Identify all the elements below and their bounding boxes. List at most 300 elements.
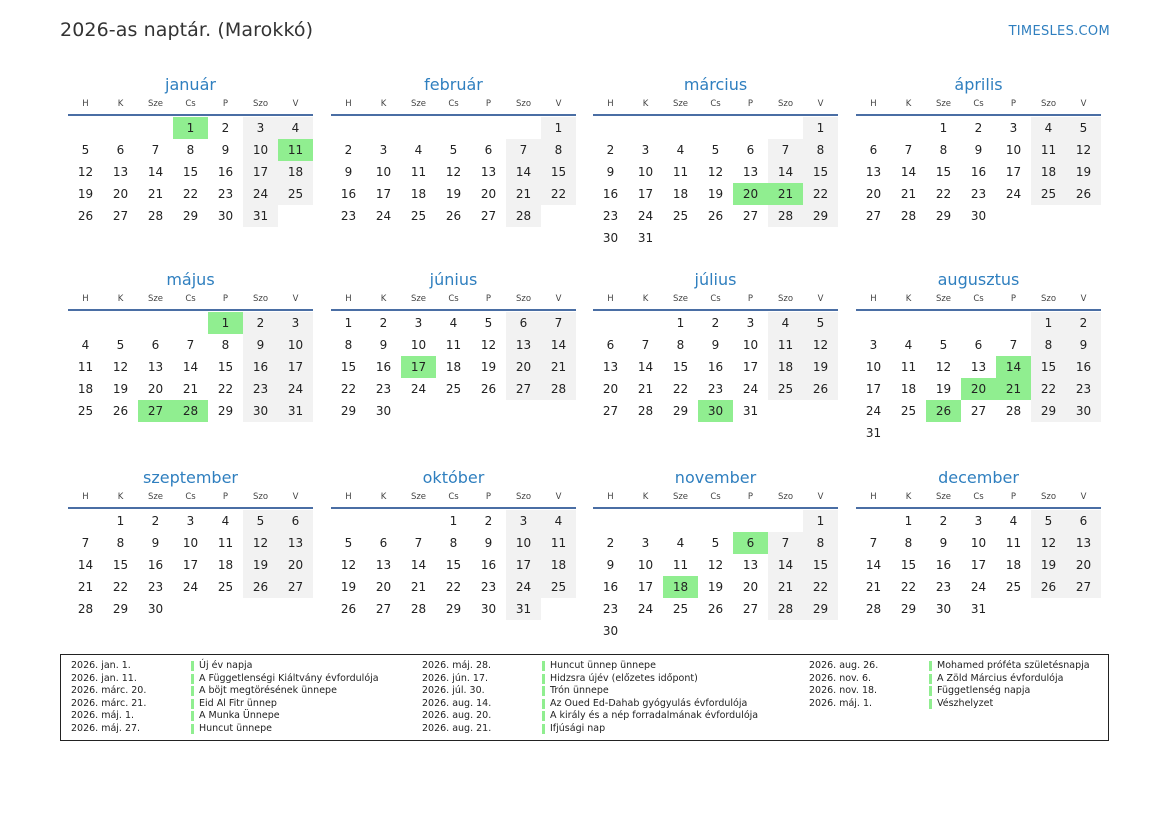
day-cell[interactable]: 8 <box>541 139 576 161</box>
day-cell[interactable]: 26 <box>77 209 94 223</box>
day-cell[interactable]: 16 <box>243 356 278 378</box>
day-cell[interactable]: 29 <box>217 404 234 418</box>
day-cell[interactable]: 14 <box>506 161 541 183</box>
day-cell[interactable]: 22 <box>900 580 917 594</box>
day-cell[interactable]: 15 <box>803 554 838 576</box>
day-cell[interactable]: 24 <box>865 404 882 418</box>
day-cell[interactable]: 30 <box>243 400 278 422</box>
day-cell[interactable]: 21 <box>900 187 917 201</box>
day-cell[interactable]: 5 <box>116 338 125 352</box>
day-cell[interactable]: 30 <box>970 209 987 223</box>
day-cell[interactable]: 22 <box>935 187 952 201</box>
day-cell[interactable]: 30 <box>602 231 619 245</box>
day-cell[interactable]: 27 <box>865 209 882 223</box>
day-cell[interactable]: 26 <box>243 576 278 598</box>
day-cell[interactable]: 6 <box>1066 510 1101 532</box>
day-cell[interactable]: 2 <box>243 312 278 334</box>
day-cell[interactable]: 9 <box>939 536 948 550</box>
day-cell[interactable]: 11 <box>768 334 803 356</box>
day-cell[interactable]: 24 <box>970 580 987 594</box>
day-cell[interactable]: 15 <box>935 165 952 179</box>
day-cell[interactable]: 26 <box>707 209 724 223</box>
day-cell[interactable]: 25 <box>900 404 917 418</box>
day-cell[interactable]: 5 <box>1031 510 1066 532</box>
day-cell[interactable]: 5 <box>344 536 353 550</box>
day-cell[interactable]: 10 <box>637 558 654 572</box>
day-cell[interactable]: 6 <box>151 338 160 352</box>
day-cell[interactable]: 23 <box>375 382 392 396</box>
day-cell[interactable]: 17 <box>182 558 199 572</box>
holiday-day-cell[interactable]: 1 <box>173 117 208 139</box>
holiday-day-cell[interactable]: 6 <box>733 532 768 554</box>
day-cell[interactable]: 9 <box>711 338 720 352</box>
day-cell[interactable]: 10 <box>970 536 987 550</box>
day-cell[interactable]: 15 <box>1031 356 1066 378</box>
day-cell[interactable]: 13 <box>375 558 392 572</box>
day-cell[interactable]: 14 <box>182 360 199 374</box>
day-cell[interactable]: 2 <box>1066 312 1101 334</box>
day-cell[interactable]: 5 <box>449 143 458 157</box>
day-cell[interactable]: 15 <box>112 558 129 572</box>
day-cell[interactable]: 11 <box>77 360 94 374</box>
day-cell[interactable]: 2 <box>221 121 230 135</box>
day-cell[interactable]: 2 <box>484 514 493 528</box>
day-cell[interactable]: 15 <box>803 161 838 183</box>
day-cell[interactable]: 6 <box>379 536 388 550</box>
day-cell[interactable]: 14 <box>900 165 917 179</box>
day-cell[interactable]: 28 <box>77 602 94 616</box>
day-cell[interactable]: 15 <box>900 558 917 572</box>
day-cell[interactable]: 29 <box>112 602 129 616</box>
day-cell[interactable]: 28 <box>900 209 917 223</box>
day-cell[interactable]: 27 <box>742 602 759 616</box>
day-cell[interactable]: 26 <box>445 209 462 223</box>
day-cell[interactable]: 4 <box>414 143 423 157</box>
day-cell[interactable]: 11 <box>672 558 689 572</box>
day-cell[interactable]: 10 <box>410 338 427 352</box>
day-cell[interactable]: 4 <box>541 510 576 532</box>
day-cell[interactable]: 29 <box>445 602 462 616</box>
day-cell[interactable]: 10 <box>865 360 882 374</box>
day-cell[interactable]: 23 <box>1066 378 1101 400</box>
day-cell[interactable]: 1 <box>344 316 353 330</box>
holiday-day-cell[interactable]: 11 <box>278 139 313 161</box>
day-cell[interactable]: 4 <box>278 117 313 139</box>
day-cell[interactable]: 13 <box>1066 532 1101 554</box>
day-cell[interactable]: 3 <box>1009 121 1018 135</box>
day-cell[interactable]: 13 <box>865 165 882 179</box>
day-cell[interactable]: 6 <box>484 143 493 157</box>
day-cell[interactable]: 11 <box>1005 536 1022 550</box>
day-cell[interactable]: 23 <box>243 378 278 400</box>
day-cell[interactable]: 31 <box>637 231 654 245</box>
day-cell[interactable]: 6 <box>506 312 541 334</box>
day-cell[interactable]: 12 <box>340 558 357 572</box>
day-cell[interactable]: 9 <box>151 536 160 550</box>
day-cell[interactable]: 31 <box>742 404 759 418</box>
day-cell[interactable]: 11 <box>672 165 689 179</box>
day-cell[interactable]: 1 <box>676 316 685 330</box>
day-cell[interactable]: 27 <box>112 209 129 223</box>
day-cell[interactable]: 18 <box>1005 558 1022 572</box>
day-cell[interactable]: 19 <box>707 187 724 201</box>
day-cell[interactable]: 21 <box>410 580 427 594</box>
day-cell[interactable]: 15 <box>541 161 576 183</box>
day-cell[interactable]: 8 <box>803 532 838 554</box>
day-cell[interactable]: 4 <box>81 338 90 352</box>
day-cell[interactable]: 19 <box>243 554 278 576</box>
day-cell[interactable]: 3 <box>186 514 195 528</box>
day-cell[interactable]: 12 <box>480 338 497 352</box>
day-cell[interactable]: 20 <box>375 580 392 594</box>
day-cell[interactable]: 7 <box>186 338 195 352</box>
day-cell[interactable]: 29 <box>182 209 199 223</box>
day-cell[interactable]: 23 <box>935 580 952 594</box>
day-cell[interactable]: 9 <box>344 165 353 179</box>
day-cell[interactable]: 26 <box>1031 576 1066 598</box>
day-cell[interactable]: 31 <box>970 602 987 616</box>
day-cell[interactable]: 24 <box>506 576 541 598</box>
day-cell[interactable]: 25 <box>1031 183 1066 205</box>
day-cell[interactable]: 17 <box>637 187 654 201</box>
day-cell[interactable]: 29 <box>803 205 838 227</box>
day-cell[interactable]: 12 <box>1031 532 1066 554</box>
day-cell[interactable]: 1 <box>1031 312 1066 334</box>
day-cell[interactable]: 15 <box>182 165 199 179</box>
day-cell[interactable]: 10 <box>243 139 278 161</box>
day-cell[interactable]: 12 <box>445 165 462 179</box>
day-cell[interactable]: 8 <box>676 338 685 352</box>
day-cell[interactable]: 22 <box>445 580 462 594</box>
day-cell[interactable]: 29 <box>672 404 689 418</box>
day-cell[interactable]: 22 <box>541 183 576 205</box>
day-cell[interactable]: 19 <box>480 360 497 374</box>
day-cell[interactable]: 25 <box>217 580 234 594</box>
holiday-day-cell[interactable]: 27 <box>138 400 173 422</box>
day-cell[interactable]: 22 <box>672 382 689 396</box>
day-cell[interactable]: 13 <box>970 360 987 374</box>
day-cell[interactable]: 20 <box>742 580 759 594</box>
day-cell[interactable]: 31 <box>506 598 541 620</box>
day-cell[interactable]: 14 <box>768 554 803 576</box>
day-cell[interactable]: 12 <box>77 165 94 179</box>
day-cell[interactable]: 6 <box>278 510 313 532</box>
day-cell[interactable]: 16 <box>935 558 952 572</box>
day-cell[interactable]: 20 <box>506 356 541 378</box>
day-cell[interactable]: 8 <box>186 143 195 157</box>
day-cell[interactable]: 4 <box>904 338 913 352</box>
day-cell[interactable]: 18 <box>77 382 94 396</box>
day-cell[interactable]: 13 <box>147 360 164 374</box>
day-cell[interactable]: 21 <box>77 580 94 594</box>
day-cell[interactable]: 3 <box>243 117 278 139</box>
day-cell[interactable]: 19 <box>445 187 462 201</box>
day-cell[interactable]: 13 <box>742 165 759 179</box>
day-cell[interactable]: 20 <box>147 382 164 396</box>
day-cell[interactable]: 2 <box>939 514 948 528</box>
day-cell[interactable]: 22 <box>112 580 129 594</box>
day-cell[interactable]: 8 <box>803 139 838 161</box>
day-cell[interactable]: 7 <box>1009 338 1018 352</box>
brand-link[interactable]: TIMESLES.COM <box>1008 24 1110 39</box>
day-cell[interactable]: 24 <box>278 378 313 400</box>
holiday-day-cell[interactable]: 18 <box>663 576 698 598</box>
day-cell[interactable]: 11 <box>541 532 576 554</box>
day-cell[interactable]: 5 <box>711 536 720 550</box>
day-cell[interactable]: 28 <box>410 602 427 616</box>
day-cell[interactable]: 3 <box>506 510 541 532</box>
holiday-day-cell[interactable]: 14 <box>996 356 1031 378</box>
day-cell[interactable]: 26 <box>112 404 129 418</box>
day-cell[interactable]: 5 <box>1066 117 1101 139</box>
day-cell[interactable]: 22 <box>803 183 838 205</box>
day-cell[interactable]: 21 <box>147 187 164 201</box>
day-cell[interactable]: 31 <box>278 400 313 422</box>
day-cell[interactable]: 22 <box>182 187 199 201</box>
day-cell[interactable]: 26 <box>707 602 724 616</box>
day-cell[interactable]: 25 <box>77 404 94 418</box>
day-cell[interactable]: 31 <box>865 426 882 440</box>
day-cell[interactable]: 23 <box>970 187 987 201</box>
day-cell[interactable]: 14 <box>768 161 803 183</box>
day-cell[interactable]: 10 <box>1005 143 1022 157</box>
day-cell[interactable]: 1 <box>904 514 913 528</box>
day-cell[interactable]: 24 <box>1005 187 1022 201</box>
day-cell[interactable]: 3 <box>974 514 983 528</box>
day-cell[interactable]: 8 <box>449 536 458 550</box>
holiday-day-cell[interactable]: 30 <box>698 400 733 422</box>
day-cell[interactable]: 14 <box>865 558 882 572</box>
day-cell[interactable]: 8 <box>904 536 913 550</box>
day-cell[interactable]: 10 <box>742 338 759 352</box>
day-cell[interactable]: 1 <box>939 121 948 135</box>
day-cell[interactable]: 4 <box>449 316 458 330</box>
day-cell[interactable]: 12 <box>803 334 838 356</box>
holiday-day-cell[interactable]: 21 <box>996 378 1031 400</box>
day-cell[interactable]: 7 <box>151 143 160 157</box>
day-cell[interactable]: 9 <box>1066 334 1101 356</box>
day-cell[interactable]: 25 <box>410 209 427 223</box>
day-cell[interactable]: 28 <box>865 602 882 616</box>
day-cell[interactable]: 10 <box>375 165 392 179</box>
day-cell[interactable]: 17 <box>506 554 541 576</box>
day-cell[interactable]: 26 <box>1066 183 1101 205</box>
day-cell[interactable]: 16 <box>375 360 392 374</box>
day-cell[interactable]: 25 <box>445 382 462 396</box>
day-cell[interactable]: 23 <box>480 580 497 594</box>
day-cell[interactable]: 14 <box>77 558 94 572</box>
day-cell[interactable]: 6 <box>606 338 615 352</box>
day-cell[interactable]: 30 <box>602 624 619 638</box>
day-cell[interactable]: 7 <box>506 139 541 161</box>
day-cell[interactable]: 8 <box>344 338 353 352</box>
day-cell[interactable]: 12 <box>935 360 952 374</box>
day-cell[interactable]: 17 <box>865 382 882 396</box>
day-cell[interactable]: 25 <box>672 209 689 223</box>
day-cell[interactable]: 3 <box>641 536 650 550</box>
day-cell[interactable]: 19 <box>935 382 952 396</box>
day-cell[interactable]: 11 <box>410 165 427 179</box>
day-cell[interactable]: 24 <box>182 580 199 594</box>
day-cell[interactable]: 10 <box>637 165 654 179</box>
day-cell[interactable]: 14 <box>410 558 427 572</box>
day-cell[interactable]: 17 <box>278 356 313 378</box>
day-cell[interactable]: 18 <box>768 356 803 378</box>
day-cell[interactable]: 16 <box>970 165 987 179</box>
day-cell[interactable]: 2 <box>711 316 720 330</box>
day-cell[interactable]: 28 <box>1005 404 1022 418</box>
day-cell[interactable]: 3 <box>278 312 313 334</box>
day-cell[interactable]: 30 <box>935 602 952 616</box>
day-cell[interactable]: 2 <box>344 143 353 157</box>
day-cell[interactable]: 28 <box>768 205 803 227</box>
day-cell[interactable]: 8 <box>1031 334 1066 356</box>
day-cell[interactable]: 1 <box>449 514 458 528</box>
day-cell[interactable]: 18 <box>278 161 313 183</box>
day-cell[interactable]: 16 <box>480 558 497 572</box>
day-cell[interactable]: 22 <box>803 576 838 598</box>
day-cell[interactable]: 5 <box>939 338 948 352</box>
day-cell[interactable]: 7 <box>641 338 650 352</box>
day-cell[interactable]: 27 <box>1066 576 1101 598</box>
day-cell[interactable]: 28 <box>637 404 654 418</box>
day-cell[interactable]: 25 <box>1005 580 1022 594</box>
day-cell[interactable]: 4 <box>1031 117 1066 139</box>
day-cell[interactable]: 16 <box>1066 356 1101 378</box>
day-cell[interactable]: 7 <box>81 536 90 550</box>
day-cell[interactable]: 13 <box>112 165 129 179</box>
day-cell[interactable]: 24 <box>243 183 278 205</box>
day-cell[interactable]: 10 <box>506 532 541 554</box>
day-cell[interactable]: 20 <box>278 554 313 576</box>
day-cell[interactable]: 28 <box>506 205 541 227</box>
day-cell[interactable]: 23 <box>602 602 619 616</box>
day-cell[interactable]: 3 <box>379 143 388 157</box>
day-cell[interactable]: 9 <box>606 558 615 572</box>
day-cell[interactable]: 27 <box>480 209 497 223</box>
day-cell[interactable]: 18 <box>410 187 427 201</box>
day-cell[interactable]: 18 <box>672 187 689 201</box>
day-cell[interactable]: 23 <box>602 209 619 223</box>
day-cell[interactable]: 22 <box>340 382 357 396</box>
day-cell[interactable]: 17 <box>243 161 278 183</box>
day-cell[interactable]: 18 <box>445 360 462 374</box>
day-cell[interactable]: 21 <box>865 580 882 594</box>
day-cell[interactable]: 17 <box>637 580 654 594</box>
day-cell[interactable]: 13 <box>506 334 541 356</box>
day-cell[interactable]: 12 <box>707 558 724 572</box>
day-cell[interactable]: 3 <box>414 316 423 330</box>
day-cell[interactable]: 28 <box>147 209 164 223</box>
day-cell[interactable]: 3 <box>746 316 755 330</box>
day-cell[interactable]: 1 <box>541 117 576 139</box>
day-cell[interactable]: 28 <box>768 598 803 620</box>
day-cell[interactable]: 15 <box>445 558 462 572</box>
day-cell[interactable]: 9 <box>974 143 983 157</box>
day-cell[interactable]: 16 <box>147 558 164 572</box>
day-cell[interactable]: 15 <box>217 360 234 374</box>
day-cell[interactable]: 26 <box>340 602 357 616</box>
day-cell[interactable]: 20 <box>112 187 129 201</box>
day-cell[interactable]: 2 <box>974 121 983 135</box>
day-cell[interactable]: 10 <box>278 334 313 356</box>
day-cell[interactable]: 6 <box>974 338 983 352</box>
day-cell[interactable]: 14 <box>541 334 576 356</box>
day-cell[interactable]: 1 <box>803 510 838 532</box>
day-cell[interactable]: 21 <box>541 356 576 378</box>
day-cell[interactable]: 30 <box>1066 400 1101 422</box>
day-cell[interactable]: 2 <box>151 514 160 528</box>
day-cell[interactable]: 8 <box>221 338 230 352</box>
day-cell[interactable]: 27 <box>506 378 541 400</box>
day-cell[interactable]: 1 <box>803 117 838 139</box>
day-cell[interactable]: 27 <box>375 602 392 616</box>
day-cell[interactable]: 30 <box>147 602 164 616</box>
day-cell[interactable]: 21 <box>182 382 199 396</box>
day-cell[interactable]: 20 <box>865 187 882 201</box>
day-cell[interactable]: 14 <box>147 165 164 179</box>
day-cell[interactable]: 5 <box>81 143 90 157</box>
day-cell[interactable]: 24 <box>742 382 759 396</box>
day-cell[interactable]: 23 <box>707 382 724 396</box>
holiday-day-cell[interactable]: 17 <box>401 356 436 378</box>
day-cell[interactable]: 27 <box>742 209 759 223</box>
day-cell[interactable]: 16 <box>707 360 724 374</box>
day-cell[interactable]: 7 <box>904 143 913 157</box>
day-cell[interactable]: 27 <box>970 404 987 418</box>
day-cell[interactable]: 11 <box>445 338 462 352</box>
day-cell[interactable]: 19 <box>1066 161 1101 183</box>
day-cell[interactable]: 19 <box>77 187 94 201</box>
day-cell[interactable]: 30 <box>217 209 234 223</box>
day-cell[interactable]: 21 <box>506 183 541 205</box>
day-cell[interactable]: 19 <box>340 580 357 594</box>
day-cell[interactable]: 29 <box>340 404 357 418</box>
day-cell[interactable]: 2 <box>606 143 615 157</box>
day-cell[interactable]: 29 <box>1031 400 1066 422</box>
day-cell[interactable]: 1 <box>116 514 125 528</box>
day-cell[interactable]: 10 <box>182 536 199 550</box>
day-cell[interactable]: 9 <box>221 143 230 157</box>
day-cell[interactable]: 23 <box>217 187 234 201</box>
holiday-day-cell[interactable]: 20 <box>733 183 768 205</box>
day-cell[interactable]: 4 <box>676 536 685 550</box>
day-cell[interactable]: 9 <box>243 334 278 356</box>
day-cell[interactable]: 30 <box>375 404 392 418</box>
day-cell[interactable]: 17 <box>1005 165 1022 179</box>
day-cell[interactable]: 26 <box>480 382 497 396</box>
day-cell[interactable]: 12 <box>112 360 129 374</box>
day-cell[interactable]: 16 <box>217 165 234 179</box>
day-cell[interactable]: 6 <box>116 143 125 157</box>
day-cell[interactable]: 13 <box>278 532 313 554</box>
day-cell[interactable]: 28 <box>541 378 576 400</box>
day-cell[interactable]: 20 <box>480 187 497 201</box>
day-cell[interactable]: 11 <box>1031 139 1066 161</box>
holiday-day-cell[interactable]: 21 <box>768 183 803 205</box>
day-cell[interactable]: 22 <box>217 382 234 396</box>
day-cell[interactable]: 15 <box>672 360 689 374</box>
day-cell[interactable]: 4 <box>221 514 230 528</box>
holiday-day-cell[interactable]: 1 <box>208 312 243 334</box>
day-cell[interactable]: 14 <box>637 360 654 374</box>
day-cell[interactable]: 4 <box>1009 514 1018 528</box>
day-cell[interactable]: 18 <box>217 558 234 572</box>
day-cell[interactable]: 12 <box>1066 139 1101 161</box>
day-cell[interactable]: 5 <box>803 312 838 334</box>
day-cell[interactable]: 24 <box>637 602 654 616</box>
holiday-day-cell[interactable]: 26 <box>926 400 961 422</box>
